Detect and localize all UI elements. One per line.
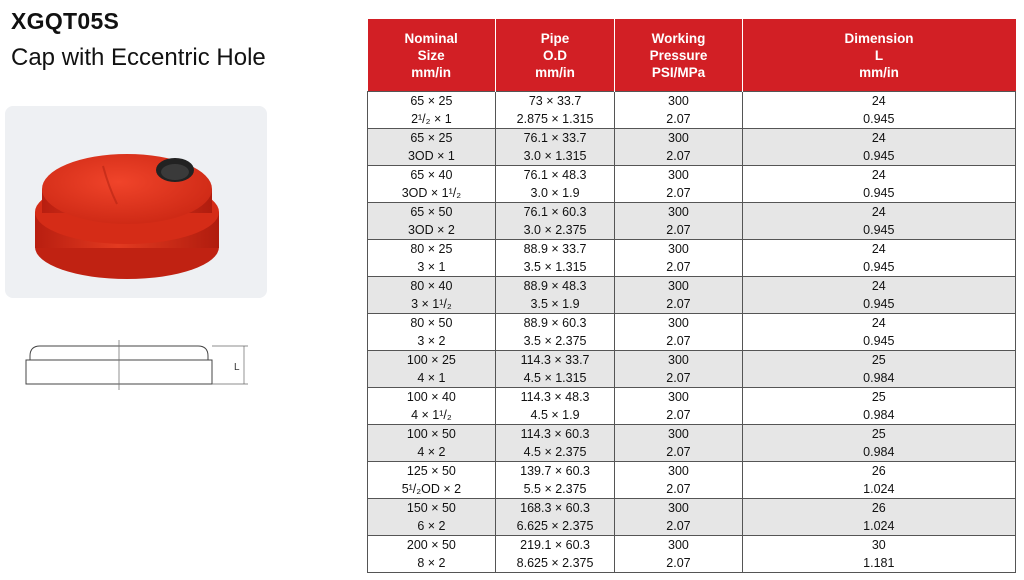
cell-psi: 300 — [615, 240, 742, 259]
table-row — [368, 499, 1016, 518]
cell-mpa: 2.07 — [615, 295, 742, 314]
cell-psi: 300 — [615, 499, 742, 518]
cell-length-in: 0.984 — [742, 406, 1015, 425]
cell-length-in: 0.945 — [742, 332, 1015, 351]
cell-length-in: 0.945 — [742, 184, 1015, 203]
table-row — [368, 295, 1016, 314]
table-row — [368, 258, 1016, 277]
cell-od-in: 6.625 × 2.375 — [495, 517, 615, 536]
cell-psi: 300 — [615, 425, 742, 444]
cell-od-mm: 76.1 × 48.3 — [495, 166, 615, 185]
cell-length-mm: 25 — [742, 388, 1015, 407]
cell-od-in: 3.5 × 1.9 — [495, 295, 615, 314]
cell-length-mm: 30 — [742, 536, 1015, 555]
cell-size-mm: 200 × 50 — [368, 536, 496, 555]
cell-length-mm: 26 — [742, 462, 1015, 481]
cell-od-in: 4.5 × 1.9 — [495, 406, 615, 425]
table-row — [368, 443, 1016, 462]
cell-mpa: 2.07 — [615, 554, 742, 573]
cell-psi: 300 — [615, 314, 742, 333]
cell-mpa: 2.07 — [615, 332, 742, 351]
table-row — [368, 517, 1016, 536]
cell-size-mm: 80 × 40 — [368, 277, 496, 296]
table-row — [368, 406, 1016, 425]
table-row — [368, 277, 1016, 296]
cell-od-mm: 219.1 × 60.3 — [495, 536, 615, 555]
table-row — [368, 203, 1016, 222]
cell-od-mm: 114.3 × 60.3 — [495, 425, 615, 444]
cell-mpa: 2.07 — [615, 110, 742, 129]
cell-length-mm: 26 — [742, 499, 1015, 518]
cell-od-in: 3.0 × 1.9 — [495, 184, 615, 203]
table-row — [368, 480, 1016, 499]
cell-psi: 300 — [615, 351, 742, 370]
cell-size-mm: 100 × 25 — [368, 351, 496, 370]
cell-od-mm: 76.1 × 33.7 — [495, 129, 615, 148]
cell-length-in: 1.024 — [742, 517, 1015, 536]
table-row — [368, 110, 1016, 129]
cell-od-in: 8.625 × 2.375 — [495, 554, 615, 573]
table-row — [368, 92, 1016, 111]
cell-od-in: 3.0 × 1.315 — [495, 147, 615, 166]
table-row — [368, 369, 1016, 388]
cell-length-in: 0.945 — [742, 110, 1015, 129]
cell-length-mm: 24 — [742, 277, 1015, 296]
cell-size-in: 3OD × 1 — [368, 147, 496, 166]
cell-size-mm: 80 × 50 — [368, 314, 496, 333]
cell-length-mm: 24 — [742, 92, 1015, 111]
cell-size-in: 6 × 2 — [368, 517, 496, 536]
cell-length-in: 1.181 — [742, 554, 1015, 573]
cell-size-mm: 150 × 50 — [368, 499, 496, 518]
table-row — [368, 332, 1016, 351]
cell-size-mm: 100 × 40 — [368, 388, 496, 407]
cell-psi: 300 — [615, 388, 742, 407]
table-header-row — [368, 19, 1016, 92]
table-row — [368, 184, 1016, 203]
table-row — [368, 166, 1016, 185]
cell-psi: 300 — [615, 129, 742, 148]
cell-length-mm: 24 — [742, 166, 1015, 185]
cell-od-mm: 114.3 × 48.3 — [495, 388, 615, 407]
dimension-label: L — [234, 362, 240, 373]
header-pipe-od: Pipe O.D mm/in — [495, 19, 615, 92]
cell-length-mm: 24 — [742, 129, 1015, 148]
product-name: Cap with Eccentric Hole — [11, 44, 266, 71]
cell-mpa: 2.07 — [615, 184, 742, 203]
cell-psi: 300 — [615, 462, 742, 481]
cell-od-mm: 88.9 × 60.3 — [495, 314, 615, 333]
table-row — [368, 314, 1016, 333]
product-photo — [5, 106, 267, 298]
cell-length-in: 0.945 — [742, 147, 1015, 166]
cell-mpa: 2.07 — [615, 369, 742, 388]
cell-size-in: 3OD × 2 — [368, 221, 496, 240]
cell-size-mm: 65 × 25 — [368, 92, 496, 111]
cell-size-mm: 80 × 25 — [368, 240, 496, 259]
cell-od-mm: 73 × 33.7 — [495, 92, 615, 111]
table-row — [368, 388, 1016, 407]
cell-psi: 300 — [615, 536, 742, 555]
cell-size-in: 4 × 1 — [368, 369, 496, 388]
cell-length-in: 0.945 — [742, 295, 1015, 314]
cell-mpa: 2.07 — [615, 221, 742, 240]
technical-drawing — [22, 340, 252, 390]
header-working-pressure: Working Pressure PSI/MPa — [615, 19, 742, 92]
header-nominal-size: Nominal Size mm/in — [368, 19, 496, 92]
cell-length-in: 1.024 — [742, 480, 1015, 499]
cell-psi: 300 — [615, 277, 742, 296]
cell-od-mm: 168.3 × 60.3 — [495, 499, 615, 518]
cell-od-in: 3.0 × 2.375 — [495, 221, 615, 240]
table-row — [368, 462, 1016, 481]
spec-table — [367, 19, 1016, 573]
cell-od-mm: 76.1 × 60.3 — [495, 203, 615, 222]
cell-psi: 300 — [615, 166, 742, 185]
cell-mpa: 2.07 — [615, 258, 742, 277]
cell-psi: 300 — [615, 203, 742, 222]
cell-size-in: 2¹/₂ × 1 — [368, 110, 496, 129]
cell-size-in: 4 × 1¹/₂ — [368, 406, 496, 425]
cell-size-in: 5¹/₂OD × 2 — [368, 480, 496, 499]
table-row — [368, 554, 1016, 573]
cell-od-in: 3.5 × 2.375 — [495, 332, 615, 351]
table-row — [368, 425, 1016, 444]
product-code: XGQT05S — [11, 8, 120, 34]
cell-length-mm: 24 — [742, 314, 1015, 333]
cell-length-in: 0.945 — [742, 258, 1015, 277]
cap-image — [5, 106, 267, 298]
cell-size-in: 4 × 2 — [368, 443, 496, 462]
cell-size-mm: 125 × 50 — [368, 462, 496, 481]
cell-length-in: 0.984 — [742, 443, 1015, 462]
cell-od-in: 3.5 × 1.315 — [495, 258, 615, 277]
cell-od-in: 4.5 × 2.375 — [495, 443, 615, 462]
cell-size-mm: 100 × 50 — [368, 425, 496, 444]
table-row — [368, 240, 1016, 259]
cell-size-in: 8 × 2 — [368, 554, 496, 573]
cell-length-mm: 24 — [742, 240, 1015, 259]
cell-mpa: 2.07 — [615, 480, 742, 499]
cell-od-mm: 88.9 × 48.3 — [495, 277, 615, 296]
cell-size-mm: 65 × 25 — [368, 129, 496, 148]
cell-length-in: 0.945 — [742, 221, 1015, 240]
table-row — [368, 129, 1016, 148]
cell-od-mm: 114.3 × 33.7 — [495, 351, 615, 370]
header-dimension: Dimension L mm/in — [742, 19, 1015, 92]
cell-length-in: 0.984 — [742, 369, 1015, 388]
cell-mpa: 2.07 — [615, 406, 742, 425]
cell-mpa: 2.07 — [615, 517, 742, 536]
cell-size-in: 3OD × 1¹/₂ — [368, 184, 496, 203]
cell-length-mm: 25 — [742, 425, 1015, 444]
table-row — [368, 351, 1016, 370]
cell-size-mm: 65 × 40 — [368, 166, 496, 185]
table-row — [368, 221, 1016, 240]
cell-length-mm: 24 — [742, 203, 1015, 222]
cell-mpa: 2.07 — [615, 147, 742, 166]
table-row — [368, 147, 1016, 166]
cell-size-in: 3 × 1¹/₂ — [368, 295, 496, 314]
table-row — [368, 536, 1016, 555]
cell-mpa: 2.07 — [615, 443, 742, 462]
cell-od-mm: 139.7 × 60.3 — [495, 462, 615, 481]
cell-od-in: 4.5 × 1.315 — [495, 369, 615, 388]
cell-size-in: 3 × 2 — [368, 332, 496, 351]
cell-size-in: 3 × 1 — [368, 258, 496, 277]
cell-size-mm: 65 × 50 — [368, 203, 496, 222]
cell-od-in: 5.5 × 2.375 — [495, 480, 615, 499]
cell-od-in: 2.875 × 1.315 — [495, 110, 615, 129]
cell-psi: 300 — [615, 92, 742, 111]
cell-length-mm: 25 — [742, 351, 1015, 370]
cell-od-mm: 88.9 × 33.7 — [495, 240, 615, 259]
